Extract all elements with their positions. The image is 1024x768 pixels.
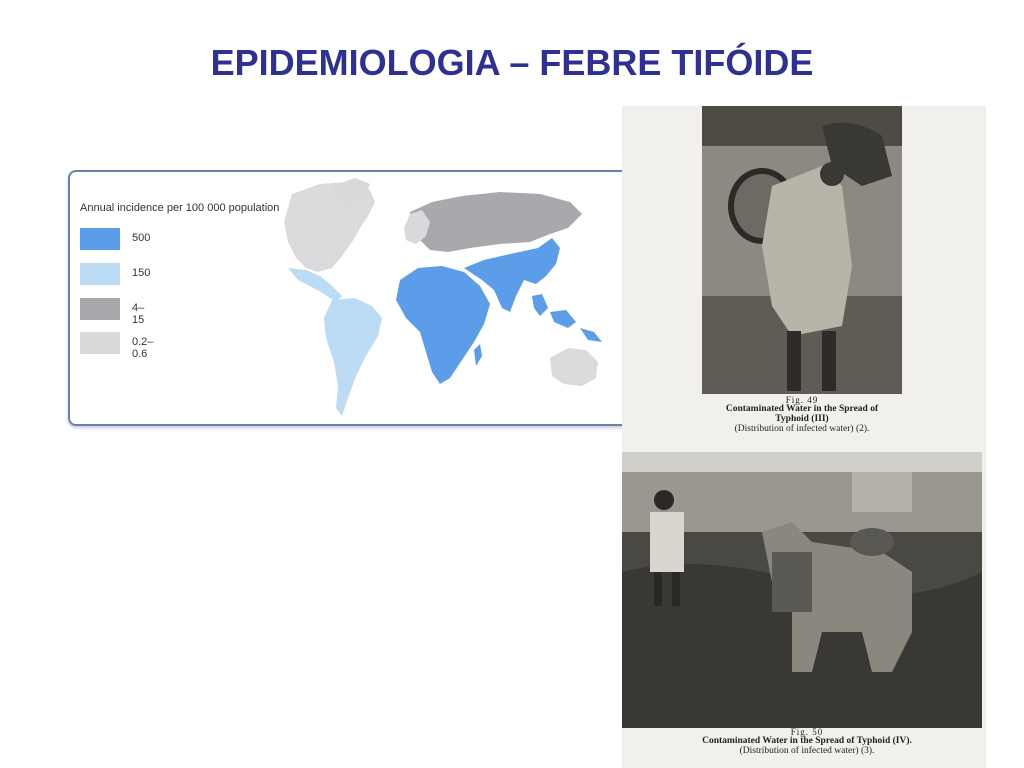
southeast-asia-region bbox=[532, 294, 548, 316]
figure-49-subtitle: (Distribution of infected water) (2). bbox=[734, 424, 870, 435]
south-america-region bbox=[324, 298, 382, 416]
europe-russia-region bbox=[410, 192, 582, 252]
photo-woman-carrying-water bbox=[702, 106, 902, 394]
typhoid-incidence-map bbox=[68, 170, 668, 426]
legend-label: 4–15 bbox=[132, 302, 145, 326]
book-page-scan bbox=[622, 106, 986, 768]
figure-49-caption bbox=[682, 396, 922, 435]
figure-49-title-line2: Typhoid (III) bbox=[775, 414, 829, 425]
legend-label: 0.2–0.6 bbox=[132, 336, 154, 360]
figure-50-subtitle: (Distribution of infected water) (3). bbox=[739, 746, 875, 757]
legend-swatch bbox=[80, 298, 120, 320]
central-america-region bbox=[288, 268, 342, 302]
photo-boy-with-donkey bbox=[622, 452, 982, 728]
legend-swatch bbox=[80, 228, 120, 250]
figure-49-number: Fig. 49 bbox=[785, 395, 819, 405]
legend-title: Annual incidence per 100 000 population bbox=[80, 202, 280, 214]
figure-50-title: Contaminated Water in the Spread of Typhoid (IV). bbox=[702, 736, 912, 747]
africa-region bbox=[396, 266, 490, 384]
figure-50-caption bbox=[652, 728, 962, 757]
legend-label: 150 bbox=[132, 267, 151, 279]
legend-swatch bbox=[80, 263, 120, 285]
figure-49-title-line1: Contaminated Water in the Spread of bbox=[725, 404, 879, 415]
slide-title: EPIDEMIOLOGIA – FEBRE TIFÓIDE bbox=[210, 42, 814, 83]
legend-swatch bbox=[80, 332, 120, 354]
legend-label: 500 bbox=[132, 232, 151, 244]
figure-50-number: Fig. 50 bbox=[790, 727, 824, 737]
